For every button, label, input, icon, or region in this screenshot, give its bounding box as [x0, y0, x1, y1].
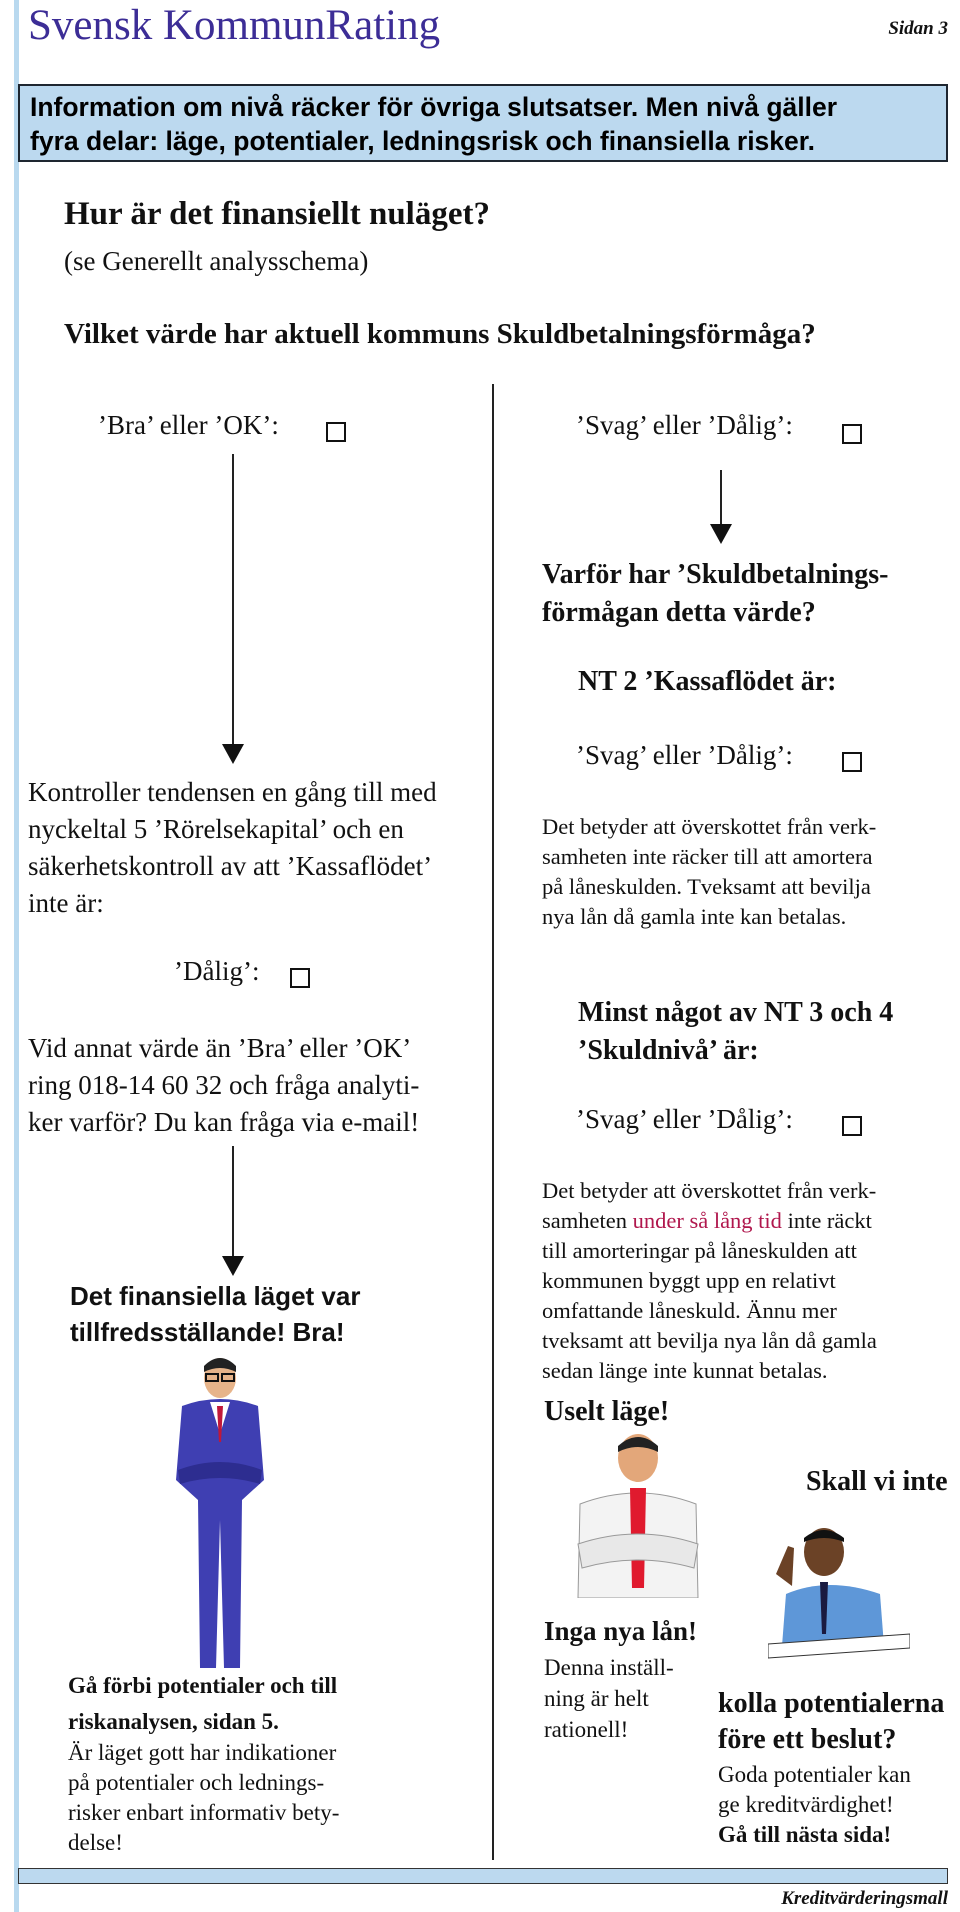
nt34-text [542, 1176, 877, 1386]
left-check-line-2: nyckeltal 5 ’Rörelsekapital’ och en [28, 814, 404, 844]
page-number: Sidan 3 [888, 18, 948, 39]
left-result-line-1: Det finansiella läget var [70, 1281, 361, 1311]
stance-text [544, 1652, 674, 1745]
nt2-text [542, 812, 876, 932]
brand-title: Svensk KommunRating [28, 2, 441, 49]
info-banner [18, 84, 948, 162]
left-other-line-3: ker varför? Du kan fråga via e-mail! [28, 1107, 420, 1137]
left-note-line-2: på potentialer och lednings- [68, 1770, 325, 1795]
good-potentials [718, 1760, 911, 1820]
should-we-not: Skall vi inte [806, 1466, 948, 1497]
left-note-line-3: risker enbart informativ bety- [68, 1800, 340, 1825]
column-divider [492, 384, 494, 1860]
nt2-line-3: på låneskulden. Tveksamt att bevilja [542, 874, 871, 899]
nt34-line-3: till amorteringar på låneskulden att [542, 1238, 857, 1263]
next-page-link[interactable]: Gå till nästa sida! [718, 1822, 892, 1847]
nt2-line-1: Det betyder att överskottet från verk- [542, 814, 877, 839]
checkbox-good[interactable] [326, 422, 346, 442]
left-check-text [28, 774, 437, 922]
banner-line-1: Information om nivå räcker för övriga slutsatser. Men nivå gäller [30, 92, 838, 122]
nt34-line-2-b: inte räckt [781, 1208, 872, 1233]
businessman-illustration [160, 1350, 280, 1668]
good-potentials-line-1: Goda potentialer kan [718, 1762, 911, 1787]
nt2-heading: NT 2 ’Kassaflödet är: [578, 666, 837, 697]
left-goto-line-1: Gå förbi potentialer och till [68, 1673, 338, 1698]
arrow-left-2-line [232, 1146, 234, 1258]
arrow-left-1-head [222, 744, 244, 764]
nt34-line-6: tveksamt att bevilja nya lån då gamla [542, 1328, 877, 1353]
section-subtitle: (se Generellt analysschema) [64, 246, 369, 276]
nt34-line-2-a: samheten [542, 1208, 633, 1233]
left-goto-line-2: riskanalysen, sidan 5. [68, 1709, 279, 1734]
nt34-line-7: sedan länge inte kunnat betalas. [542, 1358, 828, 1383]
arrow-right-head [710, 524, 732, 544]
good-potentials-line-2: ge kreditvärdighet! [718, 1792, 894, 1817]
main-question: Vilket värde har aktuell kommuns Skuldbetalningsförmåga? [64, 318, 816, 350]
check-potentials-line-1: kolla potentialerna [718, 1688, 945, 1719]
check-potentials-line-2: före ett beslut? [718, 1724, 897, 1755]
left-result-line-2: tillfredsställande! Bra! [70, 1317, 345, 1347]
left-check-line-3: säkerhetskontroll av att ’Kassaflödet’ [28, 851, 433, 881]
footer-label: Kreditvärderingsmall [781, 1888, 948, 1909]
nt34-line-5: omfattande låneskuld. Ännu mer [542, 1298, 837, 1323]
checkbox-nt2[interactable] [842, 752, 862, 772]
nt34-line-4: kommunen byggt upp en relativt [542, 1268, 836, 1293]
left-goto [68, 1668, 337, 1740]
stance-line-3: rationell! [544, 1717, 629, 1742]
right-why-line-1: Varför har ’Skuldbetalnings- [542, 559, 889, 590]
left-note-line-1: Är läget gott har indikationer [68, 1740, 337, 1765]
nt34-heading-line-1: Minst något av NT 3 och 4 [578, 997, 894, 1028]
stance-line-1: Denna inställ- [544, 1655, 674, 1680]
left-accent-bar [14, 0, 19, 1912]
nt34-line-2 [542, 1206, 877, 1236]
right-why [542, 556, 888, 632]
arrow-right-line [720, 470, 722, 526]
nt2-line-2: samheten inte räcker till att amortera [542, 844, 873, 869]
banner-line-2: fyra delar: läge, potentialer, ledningsrisk och finansiella risker. [30, 126, 815, 156]
left-other-line-2: ring 018-14 60 32 och fråga analyti- [28, 1070, 420, 1100]
nt34-line-1: Det betyder att överskottet från verk- [542, 1178, 877, 1203]
pointing-man-illustration [768, 1516, 910, 1666]
left-result [70, 1278, 360, 1350]
nt34-heading [578, 994, 893, 1070]
nt2-option-label: ’Svag’ eller ’Dålig’: [576, 740, 793, 770]
nt34-highlight: under så lång tid [632, 1208, 782, 1233]
left-other-text [28, 1030, 419, 1141]
arrow-left-2-head [222, 1256, 244, 1276]
section-title: Hur är det finansiellt nuläget? [64, 196, 490, 232]
nt2-line-4: nya lån då gamla inte kan betalas. [542, 904, 847, 929]
left-note [68, 1738, 339, 1858]
option-dalig-label: ’Dålig’: [174, 956, 260, 986]
arrow-left-1-line [232, 454, 234, 744]
option-good-label: ’Bra’ eller ’OK’: [98, 410, 279, 440]
nt34-option-label: ’Svag’ eller ’Dålig’: [576, 1104, 793, 1134]
stance-line-2: ning är helt [544, 1686, 649, 1711]
check-potentials [718, 1686, 944, 1758]
option-weak-label: ’Svag’ eller ’Dålig’: [576, 410, 793, 440]
no-new-loans: Inga nya lån! [544, 1616, 698, 1646]
checkbox-weak[interactable] [842, 424, 862, 444]
nt34-heading-line-2: ’Skuldnivå’ är: [578, 1035, 759, 1066]
checkbox-dalig[interactable] [290, 968, 310, 988]
left-other-line-1: Vid annat värde än ’Bra’ eller ’OK’ [28, 1033, 412, 1063]
left-check-line-4: inte är: [28, 888, 104, 918]
left-check-line-1: Kontroller tendensen en gång till med [28, 777, 437, 807]
checkbox-nt34[interactable] [842, 1116, 862, 1136]
bad-situation: Uselt läge! [544, 1396, 670, 1427]
footer-bar [18, 1868, 948, 1884]
left-note-line-4: delse! [68, 1830, 123, 1855]
crossed-arms-man-illustration [572, 1428, 704, 1598]
right-why-line-2: förmågan detta värde? [542, 597, 816, 628]
